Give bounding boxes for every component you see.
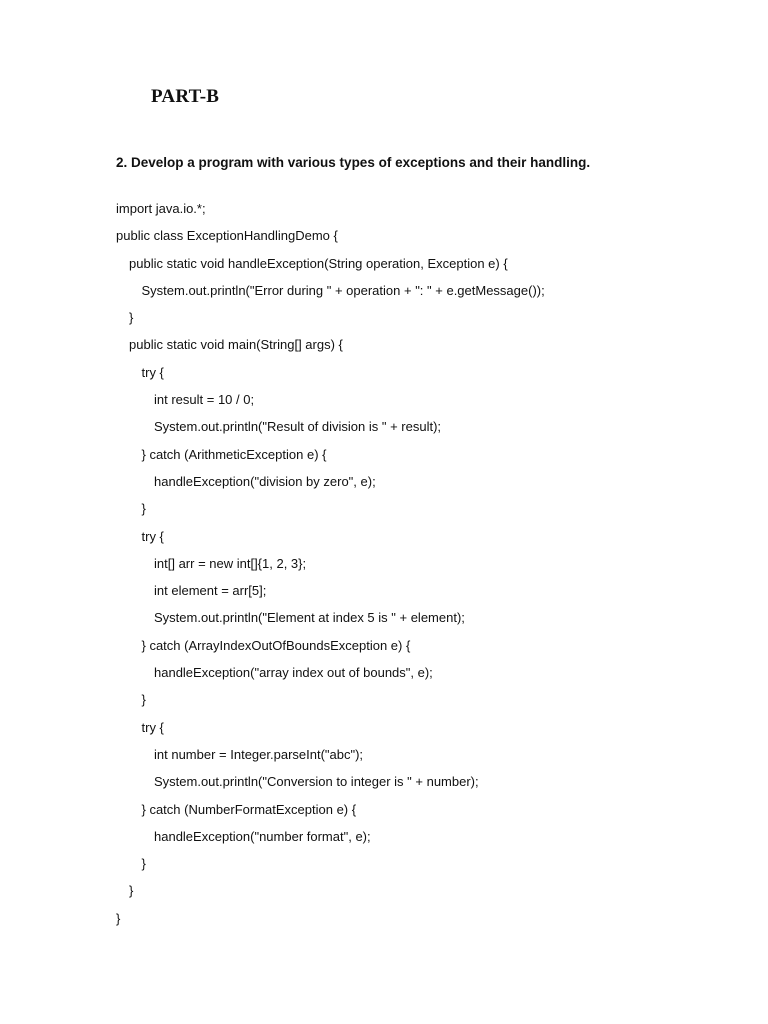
code-line: public static void main(String[] args) { — [129, 337, 343, 353]
code-line: handleException("number format", e); — [154, 828, 371, 844]
code-line: } — [141, 856, 146, 872]
code-line: try { — [141, 364, 164, 380]
code-line: System.out.println("Result of division is " + result); — [154, 419, 442, 435]
code-line: } catch (ArithmeticException e) { — [141, 446, 327, 462]
code-line: int element = arr[5]; — [154, 583, 267, 599]
code-line: handleException("array index out of bounds", e); — [154, 665, 433, 681]
code-line: } — [116, 910, 121, 926]
code-line: try { — [141, 719, 164, 735]
code-line: } catch (NumberFormatException e) { — [141, 801, 357, 817]
section-heading: PART-B — [151, 86, 220, 107]
code-line: handleException("division by zero", e); — [154, 473, 376, 489]
code-line: int result = 10 / 0; — [154, 392, 255, 408]
code-line: public static void handleException(String operation, Exception e) { — [129, 255, 508, 271]
code-line: } — [141, 692, 146, 708]
code-line: System.out.println("Element at index 5 is " + element); — [154, 610, 465, 626]
code-line: int number = Integer.parseInt("abc"); — [154, 746, 364, 762]
code-line: } — [141, 501, 146, 517]
code-line: } — [129, 883, 134, 899]
code-line: try { — [141, 528, 164, 544]
question-text: 2. Develop a program with various types of exceptions and their handling. — [116, 155, 591, 170]
code-listing — [116, 200, 545, 937]
code-line: int[] arr = new int[]{1, 2, 3}; — [154, 555, 307, 571]
code-line: public class ExceptionHandlingDemo { — [116, 228, 338, 244]
code-line: } catch (ArrayIndexOutOfBoundsException e) { — [141, 637, 411, 653]
code-line: System.out.println("Conversion to integer is " + number); — [154, 774, 479, 790]
code-line: import java.io.*; — [116, 201, 206, 216]
code-line: System.out.println("Error during " + operation + ": " + e.getMessage()); — [141, 282, 545, 298]
code-line: } — [129, 310, 134, 326]
